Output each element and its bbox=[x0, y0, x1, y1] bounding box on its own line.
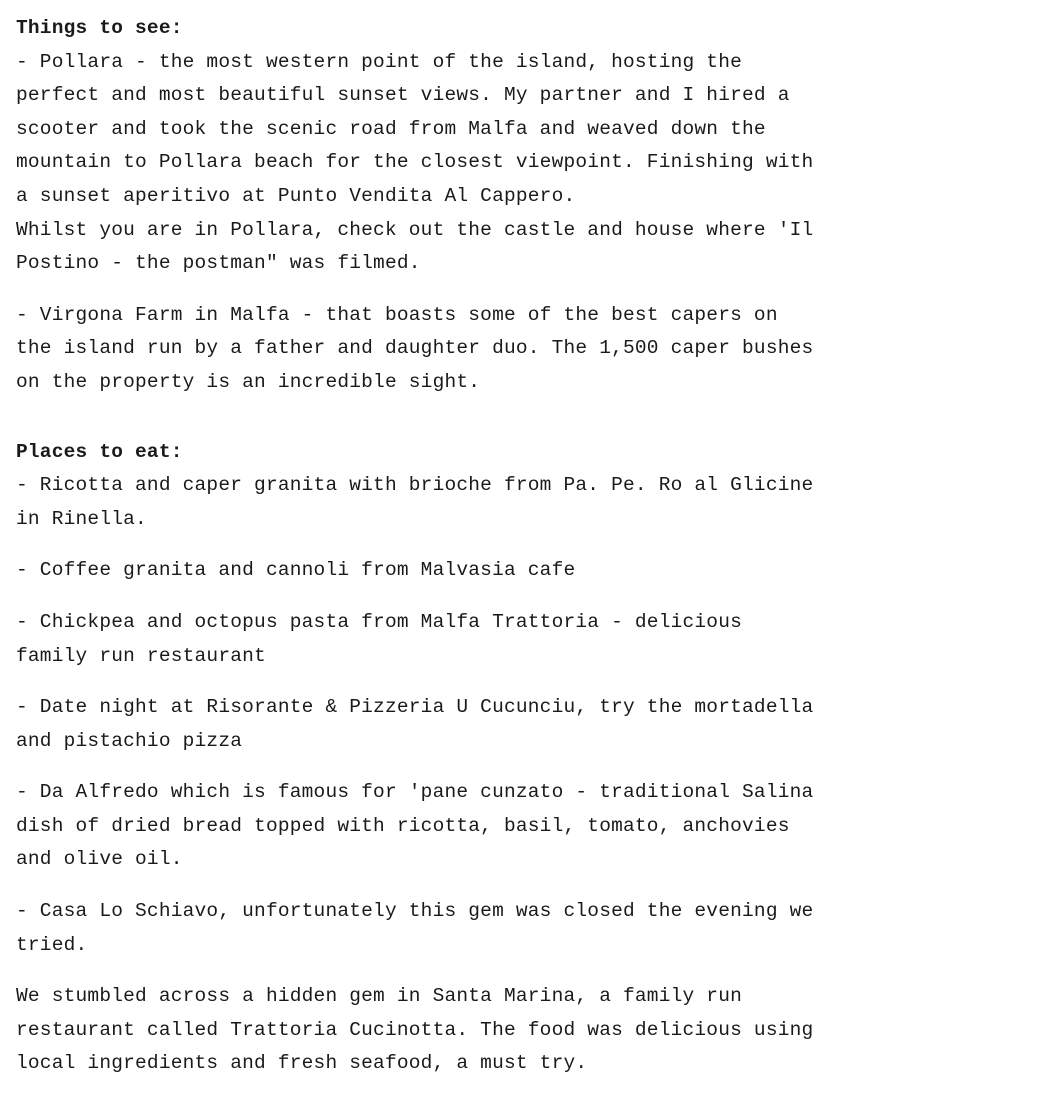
spacer bbox=[16, 400, 896, 436]
spacer bbox=[16, 877, 896, 895]
list-item: - Coffee granita and cannoli from Malvasia cafe bbox=[16, 559, 576, 582]
spacer bbox=[16, 962, 896, 980]
spacer bbox=[16, 758, 896, 776]
spacer bbox=[16, 536, 896, 554]
virgona-paragraph: - Virgona Farm in Malfa - that boasts some of the best capers on the island run by a father and daughter duo. The 1,500 caper bushes on the property is an incredible sight. bbox=[16, 303, 814, 393]
list-item: - Chickpea and octopus pasta from Malfa Trattoria - delicious family run restaurant bbox=[16, 610, 743, 667]
spacer bbox=[16, 588, 896, 606]
things-to-see-heading: Things to see: bbox=[16, 17, 183, 39]
spacer bbox=[16, 281, 896, 299]
list-item: - Date night at Risorante & Pizzeria U Cucunciu, try the mortadella and pistachio pizza bbox=[16, 696, 814, 752]
list-item: - Ricotta and caper granita with brioche from Pa. Pe. Ro al Glicine in Rinella. bbox=[16, 474, 814, 530]
closing-paragraph: We stumbled across a hidden gem in Santa Marina, a family run restaurant called Trattoria Cucinotta. The food was delicious using local ingredients and fresh seafood, a must try. bbox=[16, 985, 814, 1075]
places-to-eat-heading: Places to eat: bbox=[16, 440, 183, 463]
spacer bbox=[16, 673, 896, 691]
list-item: - Casa Lo Schiavo, unfortunately this gem was closed the evening we tried. bbox=[16, 900, 814, 956]
list-item: - Da Alfredo which is famous for 'pane cunzato - traditional Salina dish of dried bread topped with ricotta, basil, tomato, anchovies and olive oil. bbox=[16, 781, 814, 871]
pollara-paragraph: - Pollara - the most western point of the island, hosting the perfect and most beautiful sunset views. My partner and I hired a scooter and took the scenic road from Malfa and weaved down the mountain to Pollara beach for the closest viewpoint. Finishing with a sunset aperitivo at Punto Vendita Al Cappero. Whilst you are in Pollara, check out the castle and house where 'Il Postino - the postman" was filmed. bbox=[16, 50, 814, 275]
